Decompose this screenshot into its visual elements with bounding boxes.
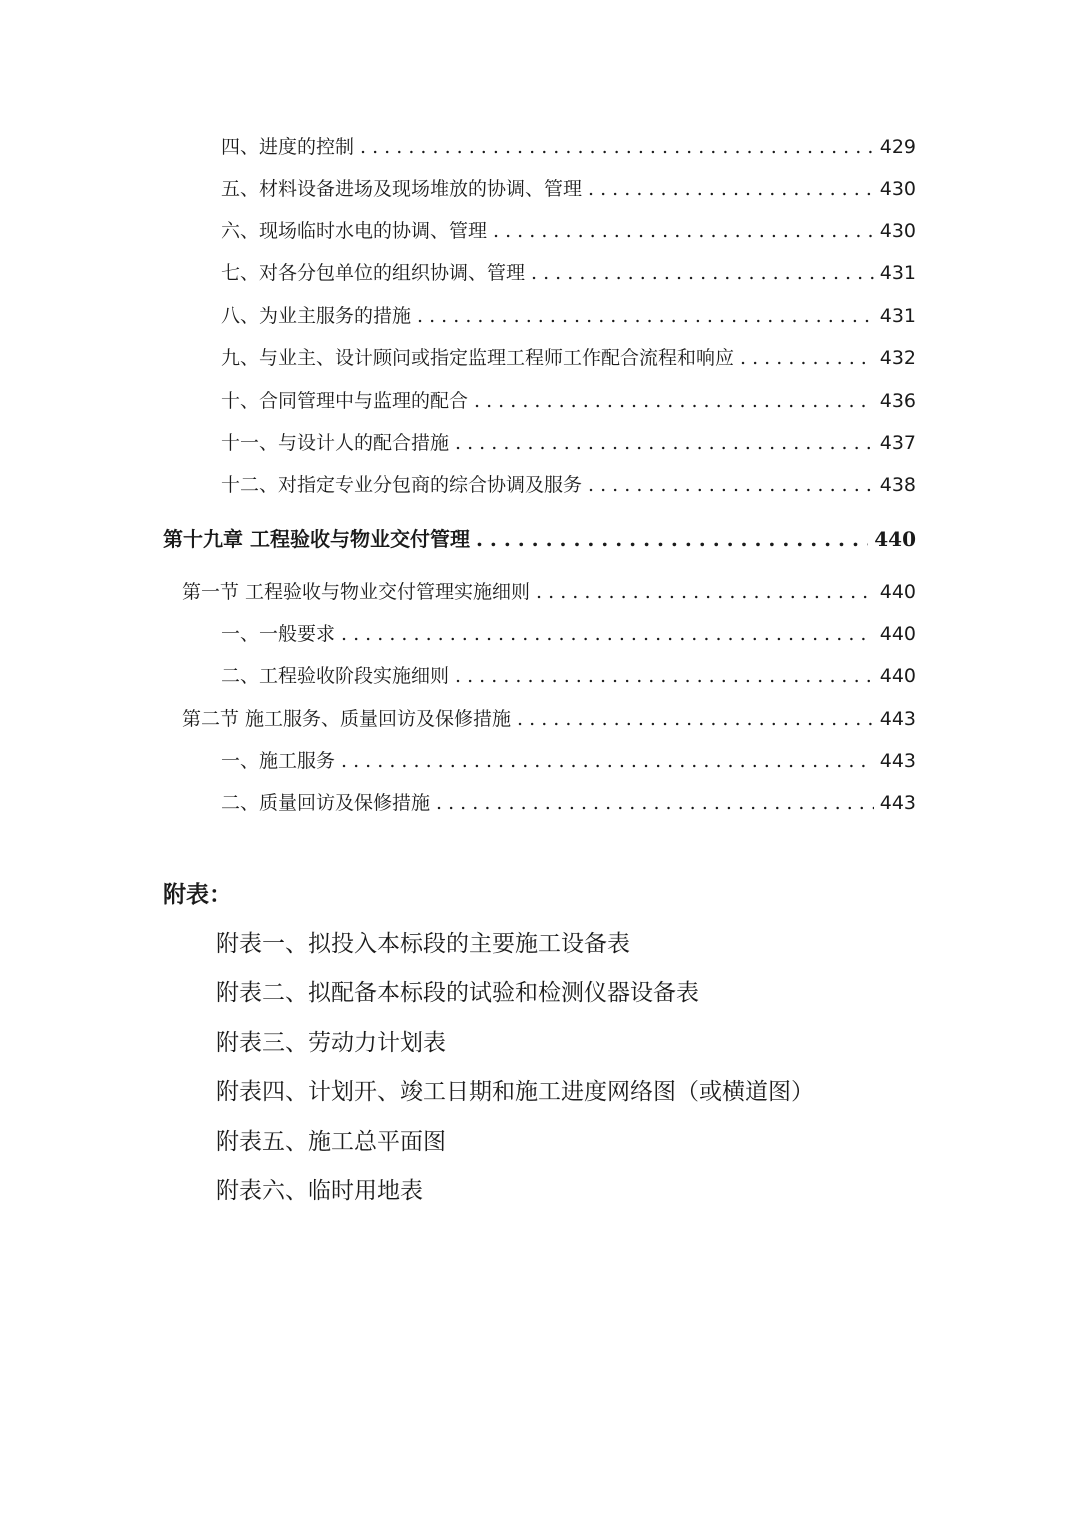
toc-entry-page: 440	[879, 581, 916, 603]
toc-leader-dots	[531, 262, 874, 284]
toc-leader-dots	[455, 665, 874, 687]
toc-entry-title: 第十九章 工程验收与物业交付管理	[163, 527, 470, 551]
toc-entry-page: 431	[879, 262, 916, 284]
toc-entry-title: 七、对各分包单位的组织协调、管理	[221, 262, 526, 284]
appendix-item: 附表三、劳动力计划表	[216, 1030, 446, 1056]
appendix-heading: 附表：	[163, 881, 232, 908]
toc-leader-dots	[476, 527, 868, 551]
toc-chapter-entry	[163, 523, 916, 552]
toc-leader-dots	[455, 432, 874, 454]
toc-entry	[221, 788, 916, 815]
appendix-item: 附表二、拟配备本标段的试验和检测仪器设备表	[216, 980, 699, 1006]
toc-entry-page: 440	[879, 665, 916, 687]
toc-entry-page: 429	[879, 136, 916, 158]
toc-leader-dots	[588, 178, 874, 200]
toc-entry-page: 437	[879, 432, 916, 454]
toc-leader-dots	[588, 474, 874, 496]
toc-entry-title: 八、为业主服务的措施	[221, 305, 412, 327]
toc-entry	[221, 258, 916, 285]
toc-entry-title: 一、一般要求	[221, 623, 336, 645]
toc-leader-dots	[493, 220, 874, 242]
toc-leader-dots	[474, 390, 874, 412]
toc-entry-page: 431	[879, 305, 916, 327]
toc-entry	[221, 343, 916, 370]
toc-entry-page: 440	[874, 527, 916, 551]
toc-entry-page: 443	[879, 708, 916, 730]
toc-entry-title: 二、工程验收阶段实施细则	[221, 665, 450, 687]
toc-leader-dots	[740, 347, 874, 369]
toc-entry-title: 二、质量回访及保修措施	[221, 792, 431, 814]
toc-leader-dots	[517, 708, 874, 730]
toc-leader-dots	[341, 623, 874, 645]
toc-entry	[221, 470, 916, 497]
toc-entry-page: 438	[879, 474, 916, 496]
toc-leader-dots	[341, 750, 874, 772]
toc-section-entry	[182, 577, 916, 604]
toc-entry	[221, 301, 916, 328]
toc-section-entry	[182, 704, 916, 731]
toc-entry-page: 440	[879, 623, 916, 645]
toc-entry-page: 443	[879, 750, 916, 772]
toc-entry	[221, 619, 916, 646]
toc-leader-dots	[436, 792, 874, 814]
toc-entry-page: 430	[879, 178, 916, 200]
toc-leader-dots	[360, 136, 874, 158]
appendix-item: 附表一、拟投入本标段的主要施工设备表	[216, 931, 630, 957]
toc-entry-page: 436	[879, 390, 916, 412]
toc-entry	[221, 174, 916, 201]
toc-entry	[221, 216, 916, 243]
toc-entry-title: 五、材料设备进场及现场堆放的协调、管理	[221, 178, 583, 200]
toc-entry-page: 432	[879, 347, 916, 369]
toc-entry-title: 九、与业主、设计顾问或指定监理工程师工作配合流程和响应	[221, 347, 735, 369]
toc-entry-page: 430	[879, 220, 916, 242]
toc-entry-title: 十、合同管理中与监理的配合	[221, 390, 469, 412]
toc-entry-page: 443	[879, 792, 916, 814]
toc-entry-title: 十一、与设计人的配合措施	[221, 432, 450, 454]
toc-leader-dots	[536, 581, 874, 603]
toc-entry	[221, 746, 916, 773]
appendix-item: 附表五、施工总平面图	[216, 1129, 446, 1155]
toc-leader-dots	[417, 305, 874, 327]
toc-entry-title: 第二节 施工服务、质量回访及保修措施	[182, 708, 512, 730]
toc-entry-title: 第一节 工程验收与物业交付管理实施细则	[182, 581, 531, 603]
appendix-item: 附表六、临时用地表	[216, 1178, 423, 1204]
toc-entry	[221, 428, 916, 455]
toc-entry-title: 四、进度的控制	[221, 136, 355, 158]
toc-entry	[221, 661, 916, 688]
toc-entry	[221, 132, 916, 159]
toc-entry-title: 十二、对指定专业分包商的综合协调及服务	[221, 474, 583, 496]
toc-entry	[221, 386, 916, 413]
toc-entry-title: 六、现场临时水电的协调、管理	[221, 220, 488, 242]
appendix-item: 附表四、计划开、竣工日期和施工进度网络图（或横道图）	[216, 1079, 814, 1105]
toc-entry-title: 一、施工服务	[221, 750, 336, 772]
